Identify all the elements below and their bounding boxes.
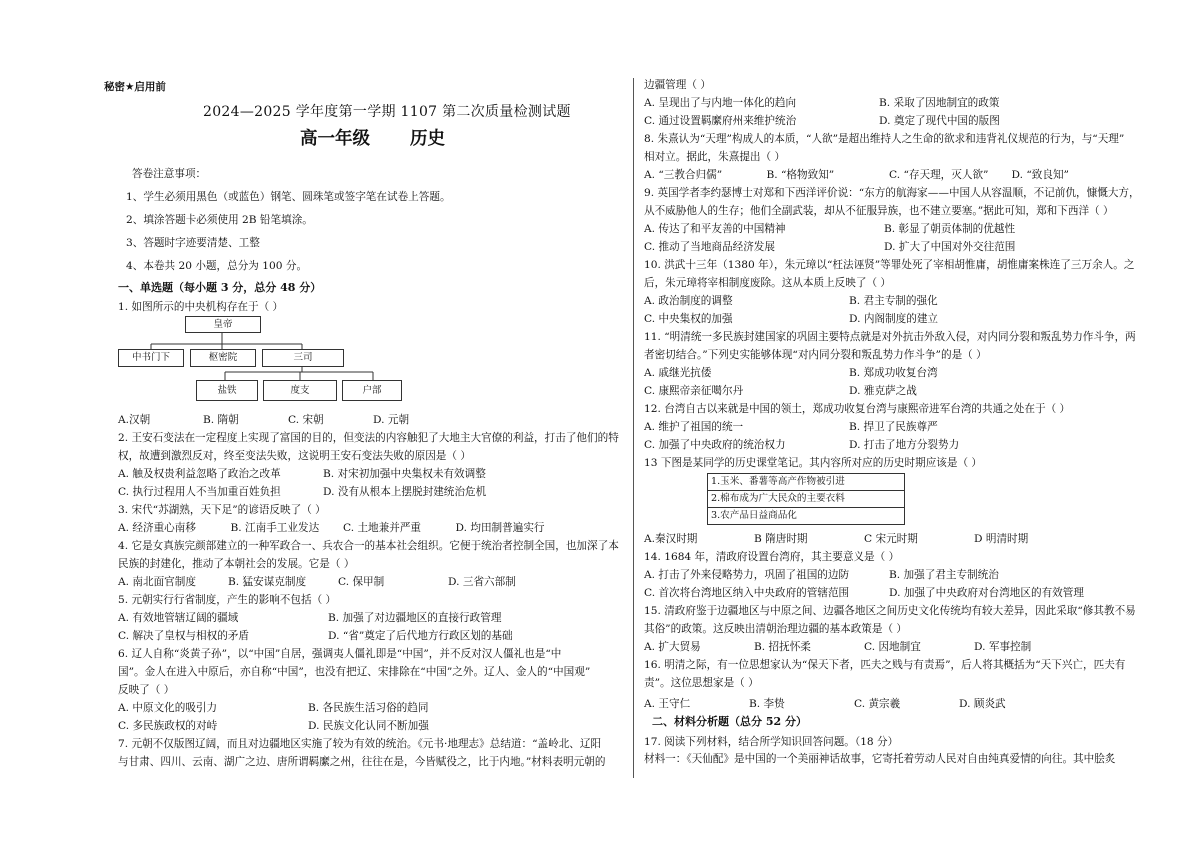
option[interactable]: D. 三省六部制 — [448, 576, 516, 588]
question-8-options — [644, 168, 1134, 182]
question-14-stem: 14. 1684 年，清政府设置台湾府，其主要意义是（ ） — [644, 551, 900, 563]
question-5-options — [118, 629, 538, 643]
option[interactable]: B. 捍卫了民族尊严 — [849, 421, 938, 433]
question-17-line: 17. 阅读下列材料，结合所学知识回答问题。（18 分） — [644, 736, 899, 748]
note-item: 4、本卷共 20 小题，总分为 100 分。 — [126, 260, 308, 272]
option[interactable]: D. 军事控制 — [974, 641, 1032, 653]
option[interactable]: C. 首次将台湾地区纳入中央政府的管辖范围 — [644, 587, 850, 599]
question-14-options — [644, 568, 1134, 582]
class-notes-box — [707, 473, 905, 525]
option[interactable]: D. 打击了地方分裂势力 — [849, 439, 960, 451]
option[interactable]: D. 民族文化认同不断加强 — [308, 720, 429, 732]
option[interactable]: C. 推动了当地商品经济发展 — [644, 241, 775, 253]
question-9-options — [644, 222, 1124, 236]
question-7-line: 边疆管理（ ） — [644, 79, 711, 91]
question-12-options — [644, 420, 1054, 434]
question-11-line: 11. “明清统一多民族封建国家的巩固主要特点就是对外抗击外敌入侵，对内同分裂和叛乱势力作斗争，两 — [644, 331, 1136, 343]
question-10-line: 10. 洪武十三年（1380 年），朱元璋以“枉法诬贤”等罪处死了宰相胡惟庸，胡惟庸案株连了三万余人。之 — [644, 259, 1135, 271]
question-5-stem: 5. 元朝实行行省制度，产生的影响不包括（ ） — [118, 594, 337, 606]
option[interactable]: B. “格物致知” — [766, 169, 835, 181]
question-17-line: 材料一：《天仙配》是中国的一个美丽神话故事，它寄托着劳动人民对自由纯真爱情的向往。其中脍炙 — [644, 753, 1116, 765]
option[interactable]: C 宋元时期 — [864, 533, 918, 545]
question-8-line: 相对立。据此，朱熹提出（ ） — [644, 151, 786, 163]
option[interactable]: D. 元朝 — [373, 414, 410, 426]
note-item: 3、答题时字迹要清楚、工整 — [126, 237, 260, 249]
question-5-options — [118, 611, 538, 625]
question-15-options — [644, 640, 1084, 654]
grade-label: 高一年级 — [300, 129, 370, 149]
question-12-stem: 12. 台湾自古以来就是中国的领土，郑成功收复台湾与康熙帝进军台湾的共通之处在于（ ） — [644, 403, 1071, 415]
org-node-yantie: 盐铁 — [196, 380, 258, 401]
question-11-options — [644, 366, 1054, 380]
section-heading-material-analysis: 二、材料分析题（总分 52 分） — [652, 715, 807, 728]
option[interactable]: C. 因地制宜 — [864, 641, 921, 653]
option[interactable]: A. 呈现出了与内地一体化的趋向 — [644, 97, 797, 109]
note-line: 2.棉布成为广大民众的主要衣料 — [708, 491, 904, 508]
column-divider — [633, 78, 634, 778]
option[interactable]: A. 传达了和平友善的中国精神 — [644, 223, 786, 235]
option[interactable]: A. 维护了祖国的统一 — [644, 421, 744, 433]
question-4-line: 民族的封建化，推动了本朝社会的发展。它是（ ） — [118, 558, 355, 570]
question-3-options — [118, 521, 568, 535]
question-2-options — [118, 467, 528, 481]
option[interactable]: B. 李贽 — [749, 698, 785, 710]
option[interactable]: A. 中原文化的吸引力 — [118, 702, 218, 714]
question-1-stem: 1. 如图所示的中央机构存在于（ ） — [118, 301, 284, 313]
option[interactable]: B. 猛安谋克制度 — [228, 576, 307, 588]
question-13-stem: 13 下图是某同学的历史课堂笔记。其内容所对应的历史时期应该是（ ） — [644, 457, 983, 469]
exam-subtitle — [300, 129, 445, 149]
question-7-line: 7. 元朝不仅版图辽阔，而且对边疆地区实施了较为有效的统治。《元书·地理志》总结道：“盖岭北、辽阳 — [118, 738, 602, 750]
question-15-line: 15. 清政府鉴于边疆地区与中原之间、边疆各地区之间历史文化传统均有较大差异，因此采取“修其教不易 — [644, 605, 1136, 617]
option[interactable]: D 明清时期 — [974, 533, 1029, 545]
notes-heading: 答卷注意事项： — [132, 168, 207, 180]
org-node-emperor: 皇帝 — [185, 316, 261, 333]
option[interactable]: C. “存天理，灭人欲” — [889, 169, 989, 181]
question-6-line: 6. 辽人自称“炎黄子孙”，以“中国”自居，强调夷人僵礼即是“中国”，并不反对汉人僵礼也是“中 — [118, 648, 562, 660]
option[interactable]: A. “三教合归儒” — [644, 169, 723, 181]
option[interactable]: A. 有效地管辖辽阔的疆域 — [118, 612, 239, 624]
option[interactable]: B. 加强了对边疆地区的直接行政管理 — [328, 612, 502, 624]
option[interactable]: D. 均田制普遍实行 — [455, 522, 545, 534]
option[interactable]: A.秦汉时期 — [644, 533, 698, 545]
option[interactable]: D. “省”奠定了后代地方行政区划的基础 — [328, 630, 513, 642]
org-node-shumiyuan: 枢密院 — [190, 349, 256, 367]
option[interactable]: A. 打击了外来侵略势力，巩固了祖国的边防 — [644, 569, 850, 581]
question-14-options — [644, 586, 1134, 600]
option[interactable]: B. 彰显了朝贡体制的优越性 — [884, 223, 1016, 235]
option[interactable]: D. 没有从根本上摆脱封建统治危机 — [323, 486, 487, 498]
option[interactable]: C. 保甲制 — [338, 576, 385, 588]
note-item: 2、填涂答题卡必须使用 2B 铅笔填涂。 — [126, 214, 313, 226]
option[interactable]: C. 多民族政权的对峙 — [118, 720, 218, 732]
question-9-line: 9. 英国学者李约瑟博士对郑和下西洋评价说：“东方的航海家——中国人从容温顺，不记前仇，慷慨大方， — [644, 187, 1140, 199]
option[interactable]: D. 加强了中央政府对台湾地区的有效管理 — [889, 587, 1084, 599]
question-2-line: 2. 王安石变法在一定程度上实现了富国的目的，但变法的内容触犯了大地主大官僚的利益，打击了他们的特 — [118, 432, 619, 444]
question-12-options — [644, 438, 1054, 452]
central-org-chart — [118, 316, 398, 408]
question-8-line: 8. 朱熹认为“天理”构成人的本质，“人欲”是超出维持人之生命的欲求和违背礼仪规范的行为，与“天理” — [644, 133, 1125, 145]
note-line: 1.玉米、番薯等高产作物被引进 — [708, 474, 904, 491]
question-16-line: 16. 明清之际，有一位思想家认为“保天下者，匹夫之贱与有责焉”，后人将其概括为“天下兴亡，匹夫有 — [644, 659, 1126, 671]
option[interactable]: C. 土地兼并严重 — [343, 522, 422, 534]
question-6-options — [118, 719, 498, 733]
option[interactable]: D. 奠定了现代中国的版图 — [879, 115, 1000, 127]
note-line: 3.农产品日益商品化 — [711, 510, 797, 521]
question-2-options — [118, 485, 528, 499]
option[interactable]: A. 王守仁 — [644, 698, 691, 710]
option[interactable]: B. 加强了君主专制统治 — [889, 569, 999, 581]
option[interactable]: C. 宋朝 — [288, 414, 324, 426]
question-9-options — [644, 240, 1124, 254]
question-4-line: 4. 它是女真族完颜部建立的一种军政合一、兵农合一的基本社会组织。它便于统治者控制全国，也加深了本 — [118, 540, 619, 552]
option[interactable]: A. 经济重心南移 — [118, 522, 196, 534]
question-3-stem: 3. 宋代“苏湖熟，天下足”的谚语反映了（ ） — [118, 504, 326, 516]
option[interactable]: D. 扩大了中国对外交往范围 — [884, 241, 1016, 253]
question-10-line: 后，朱元璋将宰相制度废除。这从本质上反映了（ ） — [644, 277, 892, 289]
question-11-line: 者密切结合。”下列史实能够体现“对内同分裂和叛乱势力作斗争”的是（ ） — [644, 349, 987, 361]
question-10-options — [644, 294, 1054, 308]
exam-title: 2024—2025 学年度第一学期 1107 第二次质量检测试题 — [203, 104, 571, 120]
option[interactable]: C. 执行过程用人不当加重百姓负担 — [118, 486, 281, 498]
option[interactable]: A. 扩大贸易 — [644, 641, 701, 653]
note-item: 1、学生必须用黑色（或蓝色）钢笔、圆珠笔或签字笔在试卷上答题。 — [126, 191, 451, 203]
option[interactable]: C. 解决了皇权与相权的矛盾 — [118, 630, 249, 642]
question-7-options — [644, 96, 1114, 110]
option[interactable]: C. 中央集权的加强 — [644, 313, 733, 325]
question-10-options — [644, 312, 1054, 326]
option[interactable]: B. 君主专制的强化 — [849, 295, 938, 307]
option[interactable]: A.汉朝 — [118, 414, 151, 426]
org-node-sansi: 三司 — [262, 349, 344, 367]
option[interactable]: A. 政治制度的调整 — [644, 295, 733, 307]
option[interactable]: C. 加强了中央政府的统治权力 — [644, 439, 786, 451]
option[interactable]: A. 触及权贵利益忽略了政治之改革 — [118, 468, 281, 480]
question-1-options — [118, 413, 458, 427]
question-6-options — [118, 701, 498, 715]
question-9-line: 从不威胁他人的生存；他们全副武装，却从不征服异族，也不建立要塞。”据此可知，郑和下西洋（ ） — [644, 205, 1114, 217]
question-7-options — [644, 114, 1114, 128]
option[interactable]: B. 采取了因地制宜的政策 — [879, 97, 1000, 109]
question-4-options — [118, 575, 558, 589]
org-node-zhongshu-menxia: 中书门下 — [118, 349, 184, 367]
question-6-line: 反映了（ ） — [118, 684, 175, 696]
option[interactable]: B. 郑成功收复台湾 — [849, 367, 938, 379]
option[interactable]: C. 通过设置羁縻府州来维护统治 — [644, 115, 797, 127]
subject-label: 历史 — [410, 129, 445, 149]
option[interactable]: A. 戚继光抗倭 — [644, 367, 712, 379]
option[interactable]: B. 招抚怀柔 — [754, 641, 811, 653]
question-2-line: 权，故遭到激烈反对，终至变法失败，这说明王安石变法失败的原因是（ ） — [118, 450, 471, 462]
question-15-line: 其俗”的政策。这反映出清朝治理边疆的基本政策是（ ） — [644, 623, 908, 635]
confidential-mark: 秘密★启用前 — [104, 81, 166, 93]
option[interactable]: D. 雅克萨之战 — [849, 385, 917, 397]
option[interactable]: B. 江南手工业发达 — [230, 522, 320, 534]
option[interactable]: C. 康熙帝亲征噶尔丹 — [644, 385, 744, 397]
option[interactable]: B. 隋朝 — [203, 414, 239, 426]
org-node-duzhi: 度支 — [263, 380, 337, 401]
section-heading-single-choice: 一、单选题（每小题 3 分，总分 48 分） — [118, 281, 322, 294]
question-16-line: 责”。这位思想家是（ ） — [644, 677, 759, 689]
option[interactable]: B. 各民族生活习俗的趋同 — [308, 702, 429, 714]
option[interactable]: B 隋唐时期 — [754, 533, 808, 545]
option[interactable]: A. 南北面官制度 — [118, 576, 196, 588]
question-16-options — [644, 697, 1064, 711]
question-6-line: 国”。金人在进入中原后，亦自称“中国”，也没有把辽、宋排除在“中国”之外。辽人、金人的“中国观” — [118, 666, 591, 678]
question-7-line: 与甘肃、四川、云南、湖广之边、唐所谓羁縻之州，往往在是，今皆赋役之，比于内地。”材料表明元朝的 — [118, 756, 606, 768]
option[interactable]: D. 顾炎武 — [959, 698, 1006, 710]
option[interactable]: B. 对宋初加强中央集权未有效调整 — [323, 468, 486, 480]
option[interactable]: D. “致良知” — [1011, 169, 1069, 181]
question-13-options — [644, 532, 1084, 546]
org-node-hubu: 户部 — [342, 380, 402, 401]
option[interactable]: C. 黄宗羲 — [854, 698, 901, 710]
question-11-options — [644, 384, 1054, 398]
option[interactable]: D. 内阁制度的建立 — [849, 313, 939, 325]
